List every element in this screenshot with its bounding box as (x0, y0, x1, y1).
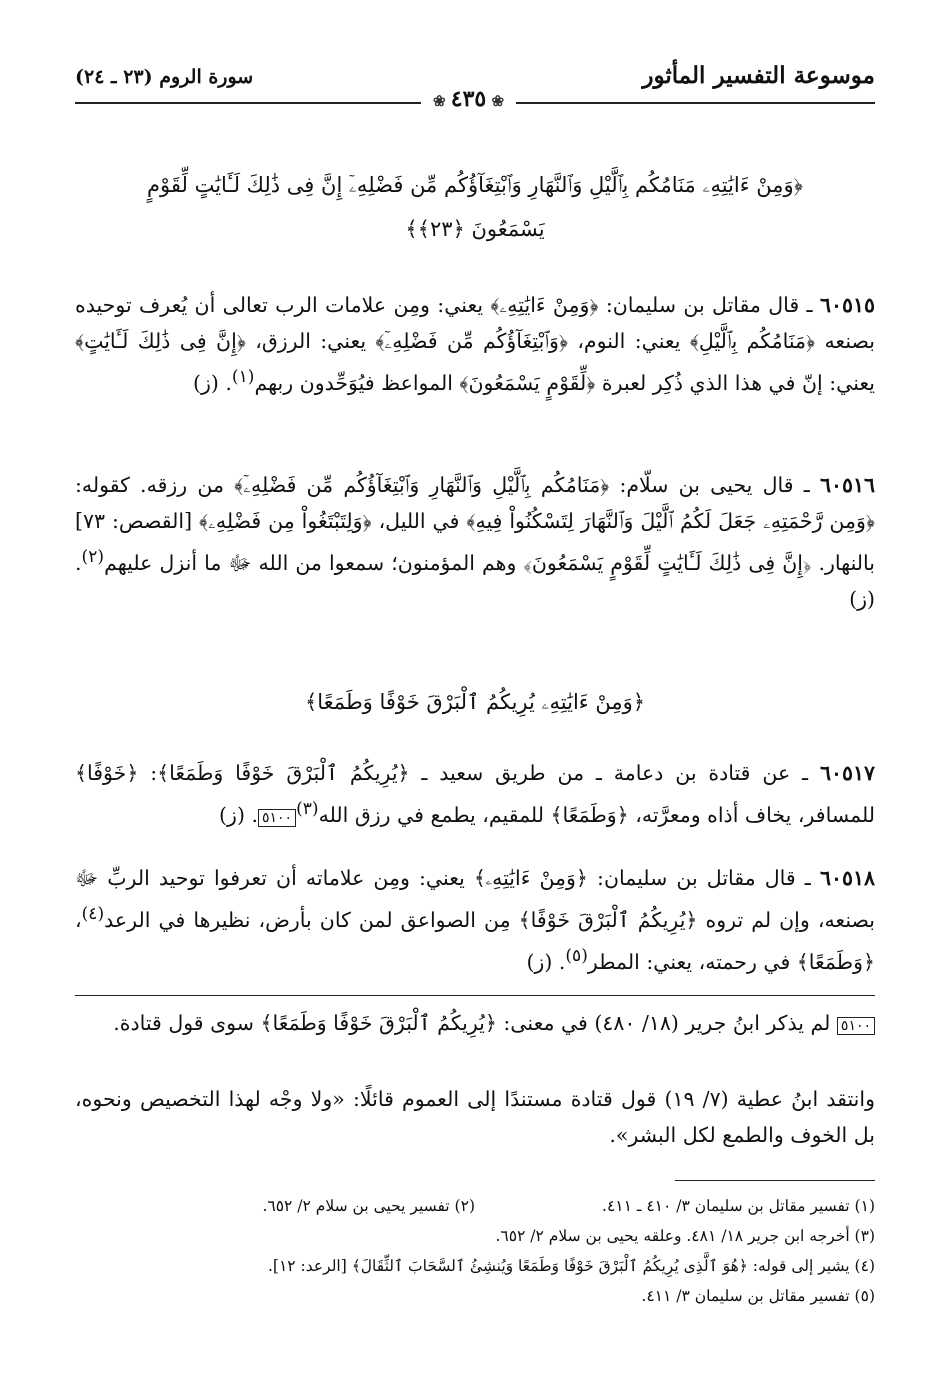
entry-text: ـ قال مقاتل بن سليمان: ﴿وَمِنْ ءَايَٰتِهِۦ﴾ يعني: ومِن علامات الرب تعالى أن يُعرف توحيده بصنعه ﴿مَنَامُكُم بِٱلَّيْلِ﴾ يعني: النوم، ﴿وَٱبْتِغَآؤُكُم مِّن فَضْلِهِۦٓ﴾ يعني: الرزق، ﴿إِنَّ فِى ذَٰلِكَ لَـَٔايَٰتٍ﴾ يعني: إنّ في هذا الذي ذُكِر لعبرة ﴿لِّقَوْمٍ يَسْمَعُونَ﴾ المواعظ فيُوَحِّدون ربهم (75, 293, 875, 395)
scholar-note-2 (75, 1081, 875, 1153)
entry-number: ٦٠٥١٥ (819, 293, 875, 317)
note-box-label: ٥١٠٠ (837, 1017, 875, 1035)
entry-text: ـ قال يحيى بن سلّام: ﴿مَنَامُكُم بِٱلَّيْلِ وَٱلنَّهَارِ وَٱبْتِغَآؤُكُم مِّن فَضْلِهِۦٓ﴾ من رزقه. كقوله: ﴿وَمِن رَّحْمَتِهِۦ جَعَلَ لَكُمُ ٱلَّيْلَ وَٱلنَّهَارَ لِتَسْكُنُواْ فِيهِ﴾ في الليل، ﴿وَلِتَبْتَغُواْ مِن فَضْلِهِۦ﴾ [القصص: ٧٣] بالنهار. ﴿إِنَّ فِى ذَٰلِكَ لَـَٔايَٰتٍ لِّقَوْمٍ يَسْمَعُونَ﴾ وهم المؤمنون؛ سمعوا من الله ﷻ ما أنزل عليهم (75, 473, 875, 575)
note-line: وانتقد ابنُ عطية (٧/ ١٩) قول قتادة مستندًا إلى العموم قائلًا: «ولا وجْه لهذا التخصيص ونحوه، بل الخوف والطمع لكل البشر». (75, 1087, 875, 1147)
entry-number: ٦٠٥١٨ (819, 866, 875, 890)
footnote-rule (675, 1180, 875, 1181)
ornament-icon: ❀ (486, 92, 505, 110)
entry-number: ٦٠٥١٧ (819, 761, 875, 785)
surah-label: سورة الروم (٢٣ ـ ٢٤) (75, 66, 254, 88)
entry-text: ـ عن قتادة بن دعامة ـ من طريق سعيد ـ ﴿يُرِيكُمُ ٱلْبَرْقَ خَوْفًا وَطَمَعًا﴾: ﴿خَوْفًا﴾ للمسافر، يخاف أذاه ومعرَّته، ﴿وَطَمَعًا﴾ للمقيم، يطمع في رزق الله (75, 761, 875, 827)
verse-24: ﴿وَمِنْ ءَايَٰتِهِۦ يُرِيكُمُ ٱلْبَرْقَ خَوْفًا وَطَمَعًا﴾ (304, 690, 646, 714)
footnote-3: (٣) أخرجه ابن جرير ١٨/ ٤٨١. وعلقه يحيى بن سلام ٢/ ٦٥٢. (495, 1227, 875, 1245)
entry-60515 (75, 287, 875, 401)
footnote-ref[interactable]: (٢) (81, 547, 105, 567)
ornament-icon: ❀ (432, 92, 451, 110)
footnote-row (75, 1192, 875, 1220)
note-rule (75, 995, 875, 996)
entry-60517 (75, 755, 875, 833)
entry-number: ٦٠٥١٦ (819, 473, 875, 497)
entry-60518 (75, 860, 875, 980)
footnote-ref[interactable]: (٤) (81, 904, 105, 924)
verse-23 (75, 163, 875, 251)
entry-60516 (75, 467, 875, 617)
note-box-ref[interactable]: ٥١٠٠ (258, 809, 296, 827)
verse-line: يَسْمَعُونَ ﴿٢٣﴾﴾ (405, 217, 545, 241)
footnote-ref[interactable]: (١) (231, 367, 255, 387)
verse-line: ﴿وَمِنْ ءَايَٰتِهِۦ مَنَامُكُم بِٱلَّيْلِ وَٱلنَّهَارِ وَٱبْتِغَآؤُكُم مِّن فَضْلِهِۦٓ إِنَّ فِى ذَٰلِكَ لَـَٔايَٰتٍ لِّقَوْمٍ (147, 173, 803, 197)
entry-tail: . (ز) (219, 802, 258, 827)
page-number: ٤٣٥ (450, 86, 487, 112)
footnote-2: (٢) تفسير يحيى بن سلام ٢/ ٦٥٢. (262, 1197, 475, 1215)
footnote-ref[interactable]: (٥) (565, 945, 588, 966)
page-number-wrap (0, 86, 937, 112)
book-title: موسوعة التفسير المأثور (642, 62, 875, 89)
entry-tail: . (ز) (526, 949, 566, 974)
entry-tail: . (ز) (192, 370, 232, 395)
footnote-5: (٥) تفسير مقاتل بن سليمان ٣/ ٤١١. (641, 1287, 875, 1305)
scholar-note (75, 1005, 875, 1041)
footnote-1: (١) تفسير مقاتل بن سليمان ٣/ ٤١٠ ـ ٤١١. (602, 1197, 875, 1215)
note-line: لم يذكر ابنُ جرير (١٨/ ٤٨٠) في معنى: ﴿يُرِيكُمُ ٱلْبَرْقَ خَوْفًا وَطَمَعًا﴾ سوى قول قتادة. (113, 1011, 831, 1035)
entry-tail: . (ز) (75, 550, 875, 611)
entry-text-continued: ، ﴿وَطَمَعًا﴾ في رحمته، يعني: المطر (75, 907, 875, 974)
entry-text: ـ قال مقاتل بن سليمان: ﴿وَمِنْ ءَايَٰتِهِۦ﴾ يعني: ومِن علاماته أن تعرفوا توحيد الربِّ ﷻ بصنعه، وإن لم تروه ﴿يُرِيكُمُ ٱلْبَرْقَ خَوْفًا﴾ مِن الصواعق لمن كان بأرض، نظيرها في الرعد (75, 866, 875, 932)
footnote-ref[interactable]: (٣) (296, 799, 319, 819)
footnote-4: (٤) يشير إلى قوله: ﴿هُوَ ٱلَّذِى يُرِيكُمُ ٱلْبَرْقَ خَوْفًا وَطَمَعًا وَيُنشِئُ ٱلسَّحَابَ ٱلثِّقَالَ﴾ [الرعد: ١٢]. (267, 1257, 875, 1275)
